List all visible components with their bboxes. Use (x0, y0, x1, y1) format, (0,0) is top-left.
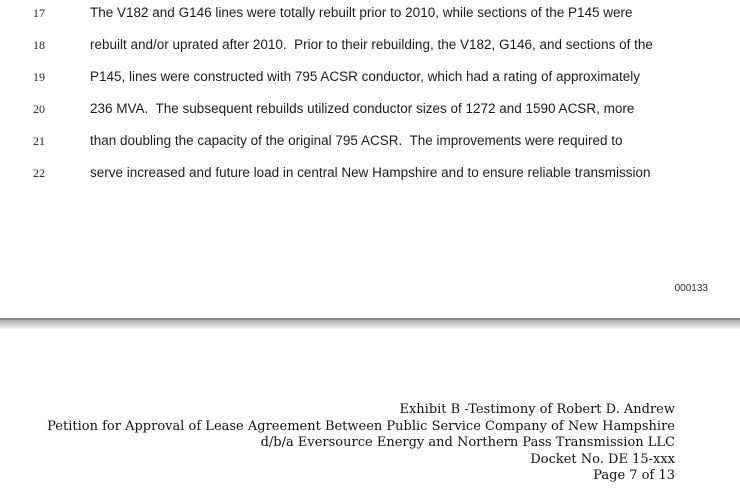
line-text: The V182 and G146 lines were totally rebuilt prior to 2010, while sections of the P145 were (90, 5, 633, 20)
line-text: 236 MVA. The subsequent rebuilds utilized conductor sizes of 1272 and 1590 ACSR, more (90, 101, 635, 116)
text-line-18 (0, 37, 740, 55)
line-text: than doubling the capacity of the original 795 ACSR. The improvements were required to (90, 133, 623, 148)
line-number: 19 (33, 70, 45, 84)
text-line-19 (0, 69, 740, 87)
bates-number: 000133 (674, 283, 708, 294)
page-break-divider (0, 318, 740, 329)
company-line: d/b/a Eversource Energy and Northern Pass Transmission LLC (260, 435, 675, 450)
line-number: 21 (33, 134, 45, 148)
exhibit-title-line: Exhibit B -Testimony of Robert D. Andrew (399, 402, 675, 417)
text-line-22 (0, 165, 740, 183)
line-number: 18 (33, 38, 45, 52)
line-number: 22 (33, 166, 45, 180)
line-text: serve increased and future load in central New Hampshire and to ensure reliable transmission (90, 165, 651, 180)
line-number: 17 (33, 6, 45, 20)
page-edge-shadow (0, 320, 740, 329)
document-page-2 (0, 329, 740, 502)
petition-line: Petition for Approval of Lease Agreement Between Public Service Company of New Hampshire (47, 418, 675, 434)
text-line-17 (0, 5, 740, 23)
line-text: P145, lines were constructed with 795 ACSR conductor, which had a rating of approximately (90, 69, 641, 84)
exhibit-header-block (47, 402, 675, 485)
text-line-20 (0, 101, 740, 119)
text-line-21 (0, 133, 740, 151)
page-number-line: Page 7 of 13 (593, 468, 675, 483)
line-text: rebuilt and/or uprated after 2010. Prior to their rebuilding, the V182, G146, and sections of the (90, 37, 653, 52)
line-number: 20 (33, 102, 45, 116)
docket-number-line: Docket No. DE 15-xxx (530, 451, 675, 467)
